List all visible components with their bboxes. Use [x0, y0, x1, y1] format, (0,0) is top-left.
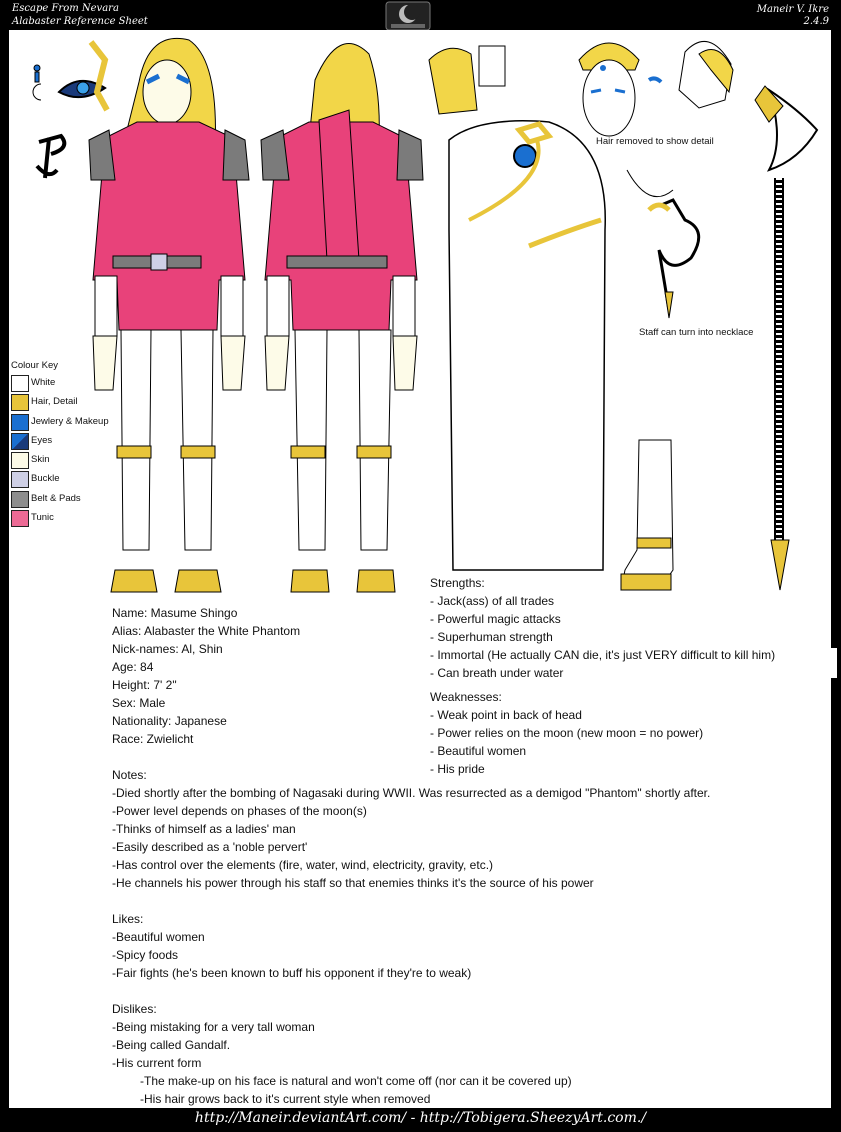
strength-item: - Powerful magic attacks	[430, 612, 561, 626]
profile-nicknames: Nick-names: Al, Shin	[112, 642, 223, 656]
colour-key-row	[11, 451, 121, 470]
weakness-item: - His pride	[430, 762, 485, 776]
sheet-title	[12, 2, 148, 28]
dislikes-block	[112, 1000, 572, 1108]
colour-key-label: Eyes	[31, 434, 53, 446]
sheet-date: 2.4.9	[803, 16, 829, 27]
back-view-figure	[261, 44, 423, 592]
dislike-item: -Being mistaking for a very tall woman	[112, 1020, 315, 1034]
colour-key-row	[11, 432, 121, 451]
note-item: -He channels his power through his staff so that enemies thinks it's the source of his power	[112, 876, 594, 890]
artist-credit	[757, 4, 829, 28]
swatch-eyes	[11, 433, 29, 450]
cloak-drawing	[449, 121, 605, 570]
colour-key-label: Tunic	[31, 512, 54, 524]
edge-tab	[831, 648, 837, 678]
dislike-sub-item: -The make-up on his face is natural and won't come off (nor can it be covered up)	[140, 1074, 572, 1088]
footer-links[interactable]: http://Maneir.deviantArt.com/ - http://Tobigera.SheezyArt.com./	[194, 1110, 647, 1126]
profile-age: Age: 84	[112, 660, 154, 674]
necklace-drawing	[627, 170, 699, 318]
profile-name: Name: Masume Shingo	[112, 606, 238, 620]
notes-block	[112, 766, 710, 892]
weaknesses-block	[430, 688, 703, 778]
weakness-item: - Beautiful women	[430, 744, 527, 758]
colour-key-row	[11, 393, 121, 412]
strengths-block	[430, 574, 775, 682]
swatch-buckle	[11, 471, 29, 488]
dislike-sub-item: -His hair grows back to it's current style when removed	[140, 1092, 431, 1106]
notes-title: Notes:	[112, 768, 147, 782]
dislike-item: -His current form	[112, 1056, 202, 1070]
reference-sheet	[9, 30, 831, 1108]
note-item: -Thinks of himself as a ladies' man	[112, 822, 296, 836]
profile-block	[112, 604, 300, 748]
sheet-subtitle: Alabaster Reference Sheet	[12, 16, 148, 27]
profile-race: Race: Zwielicht	[112, 732, 194, 746]
weaknesses-title: Weaknesses:	[430, 690, 502, 704]
series-title: Escape From Nevara	[12, 3, 119, 14]
strength-item: - Can breath under water	[430, 666, 564, 680]
strength-item: - Jack(ass) of all trades	[430, 594, 555, 608]
like-item: -Spicy foods	[112, 948, 179, 962]
dislike-item: -Being called Gandalf.	[112, 1038, 231, 1052]
colour-key-row	[11, 413, 121, 432]
colour-key-label: Hair, Detail	[31, 396, 78, 408]
artist-name: Maneir V. Ikre	[756, 4, 829, 15]
profile-sex: Sex: Male	[112, 696, 166, 710]
note-item: -Power level depends on phases of the moon(s)	[112, 804, 367, 818]
colour-key-label: White	[31, 377, 56, 388]
like-item: -Beautiful women	[112, 930, 205, 944]
swatch-hair	[11, 394, 29, 411]
strength-item: - Immortal (He actually CAN die, it's just VERY difficult to kill him)	[430, 648, 776, 662]
profile-nationality: Nationality: Japanese	[112, 714, 227, 728]
colour-key-label: Belt & Pads	[31, 492, 81, 504]
swatch-jewlery	[11, 414, 29, 431]
weakness-item: - Power relies on the moon (new moon = no power)	[430, 726, 704, 740]
colour-key-label: Jewlery & Makeup	[31, 415, 109, 427]
side-head-sketch	[429, 46, 505, 114]
moon-earring-icon	[33, 65, 41, 100]
colour-key	[11, 360, 121, 528]
character-artwork	[9, 30, 831, 600]
colour-key-row	[11, 374, 121, 393]
note-item: -Has control over the elements (fire, water, wind, electricity, gravity, etc.)	[112, 858, 494, 872]
strength-item: - Superhuman strength	[430, 630, 553, 644]
staff-drawing	[755, 86, 817, 590]
face-detail-sketches	[579, 41, 733, 136]
strengths-title: Strengths:	[430, 576, 485, 590]
profile-alias: Alias: Alabaster the White Phantom	[112, 624, 301, 638]
swatch-white	[11, 375, 29, 392]
colour-key-row	[11, 490, 121, 509]
likes-block	[112, 910, 471, 982]
likes-title: Likes:	[112, 912, 144, 926]
colour-key-label: Buckle	[31, 473, 60, 485]
swatch-tunic	[11, 510, 29, 527]
moon-emblem-logo	[385, 1, 431, 31]
colour-key-title: Colour Key	[11, 360, 58, 371]
colour-key-label: Skin	[31, 454, 50, 466]
staff-necklace-caption: Staff can turn into necklace	[639, 327, 754, 338]
colour-key-row	[11, 470, 121, 489]
note-item: -Easily described as a 'noble pervert'	[112, 840, 308, 854]
eye-closeup-icon	[59, 42, 107, 110]
profile-height: Height: 7' 2"	[112, 678, 177, 692]
boot-drawing	[621, 440, 673, 590]
colour-key-row	[11, 509, 121, 528]
sigil-icon	[37, 136, 64, 178]
weakness-item: - Weak point in back of head	[430, 708, 582, 722]
dislikes-title: Dislikes:	[112, 1002, 157, 1016]
hair-removed-caption: Hair removed to show detail	[596, 136, 714, 147]
like-item: -Fair fights (he's been known to buff his opponent if they're to weak)	[112, 966, 472, 980]
swatch-belt	[11, 491, 29, 508]
note-item: -Died shortly after the bombing of Nagasaki during WWII. Was resurrected as a demigod "Phantom" shortly after.	[112, 786, 711, 800]
swatch-skin	[11, 452, 29, 469]
